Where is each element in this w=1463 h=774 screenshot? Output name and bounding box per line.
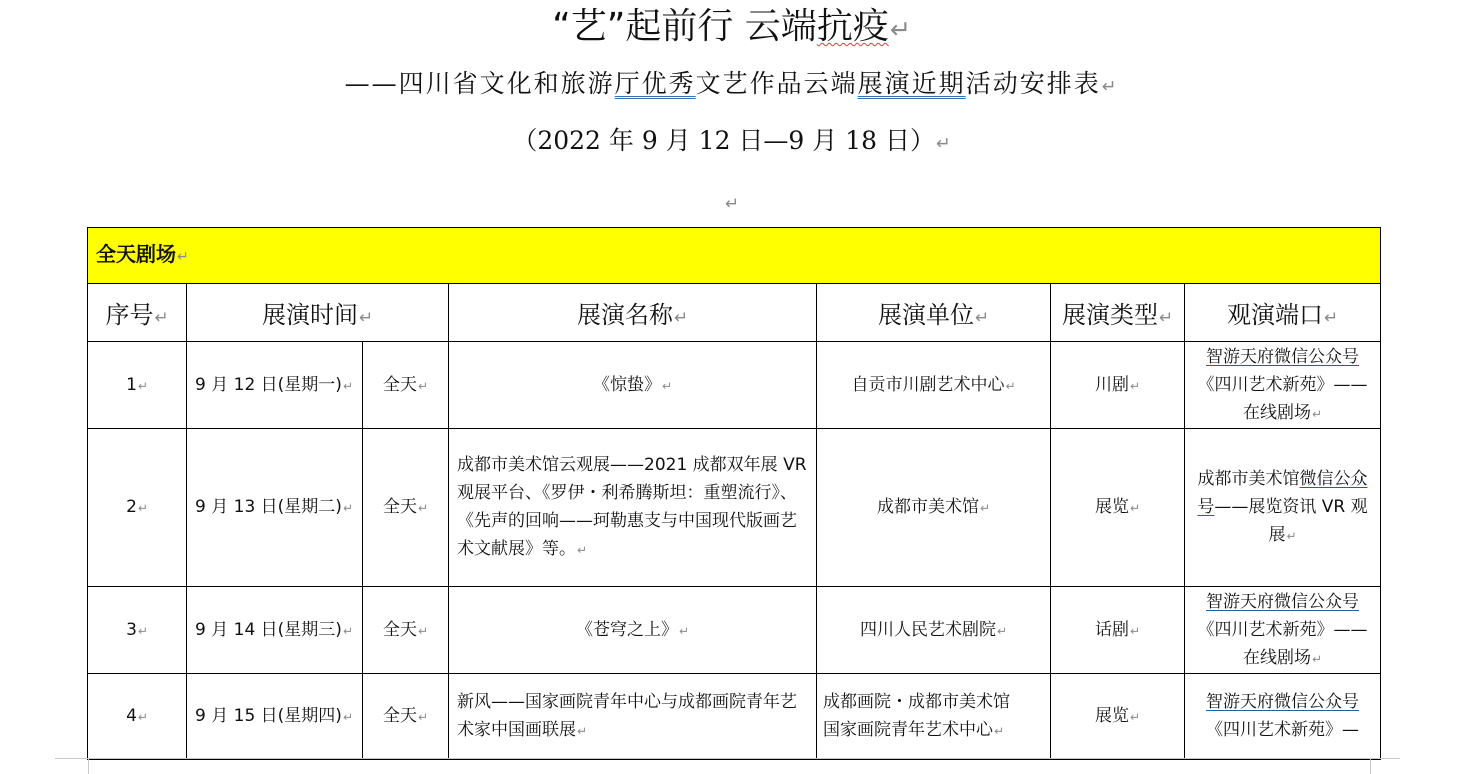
paragraph-mark-icon: ↵ [137,378,148,393]
cell-date-text: 9 月 13 日(星期二) [195,497,342,517]
header-name [449,284,817,342]
paragraph-mark-icon: ↵ [418,378,428,393]
cell-unit-text: 四川人民艺术剧院 [860,619,997,640]
cell-slot [363,429,449,587]
section-band [88,228,1381,284]
cell-type-text: 展览 [1095,706,1130,726]
table-row [88,429,1381,587]
cell-date [187,342,363,429]
paragraph-mark-icon: ↵ [673,307,689,327]
cell-date-text: 9 月 15 日(星期四) [195,706,342,726]
paragraph-mark-icon: ↵ [679,623,689,638]
cell-type-text: 川剧 [1095,374,1130,395]
cell-type [1051,342,1185,429]
table-header-row [88,284,1381,342]
paragraph-mark-icon: ↵ [1130,710,1140,724]
paragraph-mark-icon: ↵ [1323,307,1339,327]
subtitle-e: 活动安排表 [965,69,1101,98]
port-text: ——展览资讯 VR 观展 [1214,497,1368,545]
cell-type [1051,429,1185,587]
paragraph-mark-icon: ↵ [889,15,911,44]
paragraph-mark-icon: ↵ [154,307,169,327]
cell-name [449,429,817,587]
cell-name-text: 《惊蛰》 [593,374,662,395]
cell-port [1185,342,1381,429]
cell-date-text: 9 月 12 日(星期一) [195,374,342,395]
section-label: 全天剧场 [96,242,176,266]
header-port [1185,284,1381,342]
cell-no-text: 3 [126,619,137,640]
paragraph-mark-icon: ↵ [1286,529,1297,543]
port-link[interactable]: 微信公众号 [1197,469,1368,517]
paragraph-mark-icon: ↵ [342,710,353,724]
header-no [88,284,187,342]
paragraph-mark-icon: ↵ [137,623,148,638]
cell-name-text: 《苍穹之上》 [576,619,679,640]
cell-slot-text: 全天 [383,497,418,517]
cell-unit [817,674,1051,760]
paragraph-mark-icon: ↵ [974,307,990,327]
paragraph-mark-icon: ↵ [137,501,148,515]
paragraph-mark-icon: ↵ [342,623,353,638]
cell-unit [817,587,1051,674]
cell-no-text: 2 [126,497,137,517]
port-text: 《四川艺术新苑》——在线剧场 [1197,374,1368,423]
paragraph-mark-icon: ↵ [1130,501,1140,515]
subtitle-a: ——四川省文化和旅游 [344,69,615,98]
paragraph-mark-icon: ↵ [177,249,189,265]
empty-paragraph [0,186,1463,218]
header-unit [817,284,1051,342]
paragraph-mark-icon: ↵ [1005,378,1016,393]
date-range-text: （2022 年 9 月 12 日—9 月 18 日） [512,126,935,155]
cell-no-text: 4 [126,706,137,726]
document-title [0,2,1463,55]
cell-type [1051,587,1185,674]
cell-port [1185,674,1381,760]
cell-type [1051,674,1185,760]
cell-port [1185,587,1381,674]
date-range [0,121,1463,164]
cell-no [88,587,187,674]
cell-name-text: 新风——国家画院青年中心与成都画院青年艺术家中国画联展 [457,692,797,740]
page-bottom-rule [55,758,1400,759]
paragraph-mark-icon: ↵ [980,501,990,515]
cell-name-text: 成都市美术馆云观展——2021 成都双年展 VR 观展平台、《罗伊・利希腾斯坦：重塑流行》、《先声的回响——珂勒惠支与中国现代版画艺术文献展》等。 [457,455,807,559]
cell-slot [363,587,449,674]
header-name-label: 展演名称 [576,301,673,329]
paragraph-mark-icon: ↵ [662,378,672,393]
paragraph-mark-icon: ↵ [1312,406,1322,421]
header-port-label: 观演端口 [1226,301,1323,329]
cell-slot-text: 全天 [383,619,418,640]
paragraph-mark-icon: ↵ [1312,651,1322,666]
cell-unit-line2: 国家画院青年艺术中心 [823,720,993,740]
cell-unit-text: 自贡市川剧艺术中心 [851,374,1005,395]
cell-slot [363,342,449,429]
header-unit-label: 展演单位 [877,301,974,329]
table-row [88,342,1381,429]
cell-type-text: 展览 [1095,497,1130,517]
paragraph-mark-icon: ↵ [418,710,428,724]
port-text: 《四川艺术新苑》— [1206,720,1360,740]
header-time-label: 展演时间 [261,301,358,329]
port-text-pre: 成都市美术馆 [1197,469,1300,489]
cell-name [449,342,817,429]
paragraph-mark-icon: ↵ [358,307,374,327]
paragraph-mark-icon: ↵ [935,134,951,154]
cell-no-text: 1 [126,374,137,395]
header-type-label: 展演类型 [1061,301,1158,329]
paragraph-mark-icon: ↵ [1130,378,1140,393]
paragraph-mark-icon: ↵ [997,623,1007,638]
page-corner-mark [88,758,89,774]
cell-unit [817,342,1051,429]
cell-slot-text: 全天 [383,374,418,395]
page-corner-mark [1370,758,1371,774]
paragraph-mark-icon: ↵ [724,193,740,213]
schedule-table [87,227,1381,760]
paragraph-mark-icon: ↵ [1130,623,1140,638]
cell-type-text: 话剧 [1095,619,1130,640]
cell-date [187,429,363,587]
cell-date [187,587,363,674]
subtitle-c: 文艺作品云端 [695,69,858,98]
paragraph-mark-icon: ↵ [342,501,353,515]
paragraph-mark-icon: ↵ [137,710,148,724]
paragraph-mark-icon: ↵ [577,543,587,557]
paragraph-mark-icon: ↵ [994,724,1004,738]
cell-date [187,674,363,760]
subtitle-b: 厅优秀 [614,69,696,98]
paragraph-mark-icon: ↵ [577,724,587,738]
paragraph-mark-icon: ↵ [418,501,428,515]
cell-unit [817,429,1051,587]
cell-slot-text: 全天 [383,706,418,726]
cell-no [88,674,187,760]
port-link[interactable]: 智游天府微信公众号 [1206,346,1360,367]
paragraph-mark-icon: ↵ [342,378,353,393]
cell-date-text: 9 月 14 日(星期三) [195,619,342,640]
header-type [1051,284,1185,342]
paragraph-mark-icon: ↵ [418,623,428,638]
cell-port [1185,429,1381,587]
document-subtitle [0,64,1463,107]
cell-name [449,587,817,674]
cell-no [88,342,187,429]
header-time [187,284,449,342]
paragraph-mark-icon: ↵ [1158,307,1174,327]
subtitle-d: 展演近期 [857,69,966,98]
cell-unit-text: 成都市美术馆 [877,497,980,517]
cell-no [88,429,187,587]
table-row [88,674,1381,760]
cell-name [449,674,817,760]
paragraph-mark-icon: ↵ [1101,77,1119,97]
port-text: 《四川艺术新苑》——在线剧场 [1197,619,1368,668]
header-no-label: 序号 [105,301,154,329]
title-part1: “艺”起前行 云端 [552,6,817,47]
port-link[interactable]: 智游天府微信公众号 [1206,591,1360,612]
cell-slot [363,674,449,760]
title-part2: 抗疫 [816,6,889,47]
table-row [88,587,1381,674]
cell-unit-line1: 成都画院・成都市美术馆 [823,692,1010,712]
port-link[interactable]: 智游天府微信公众号 [1206,692,1360,712]
